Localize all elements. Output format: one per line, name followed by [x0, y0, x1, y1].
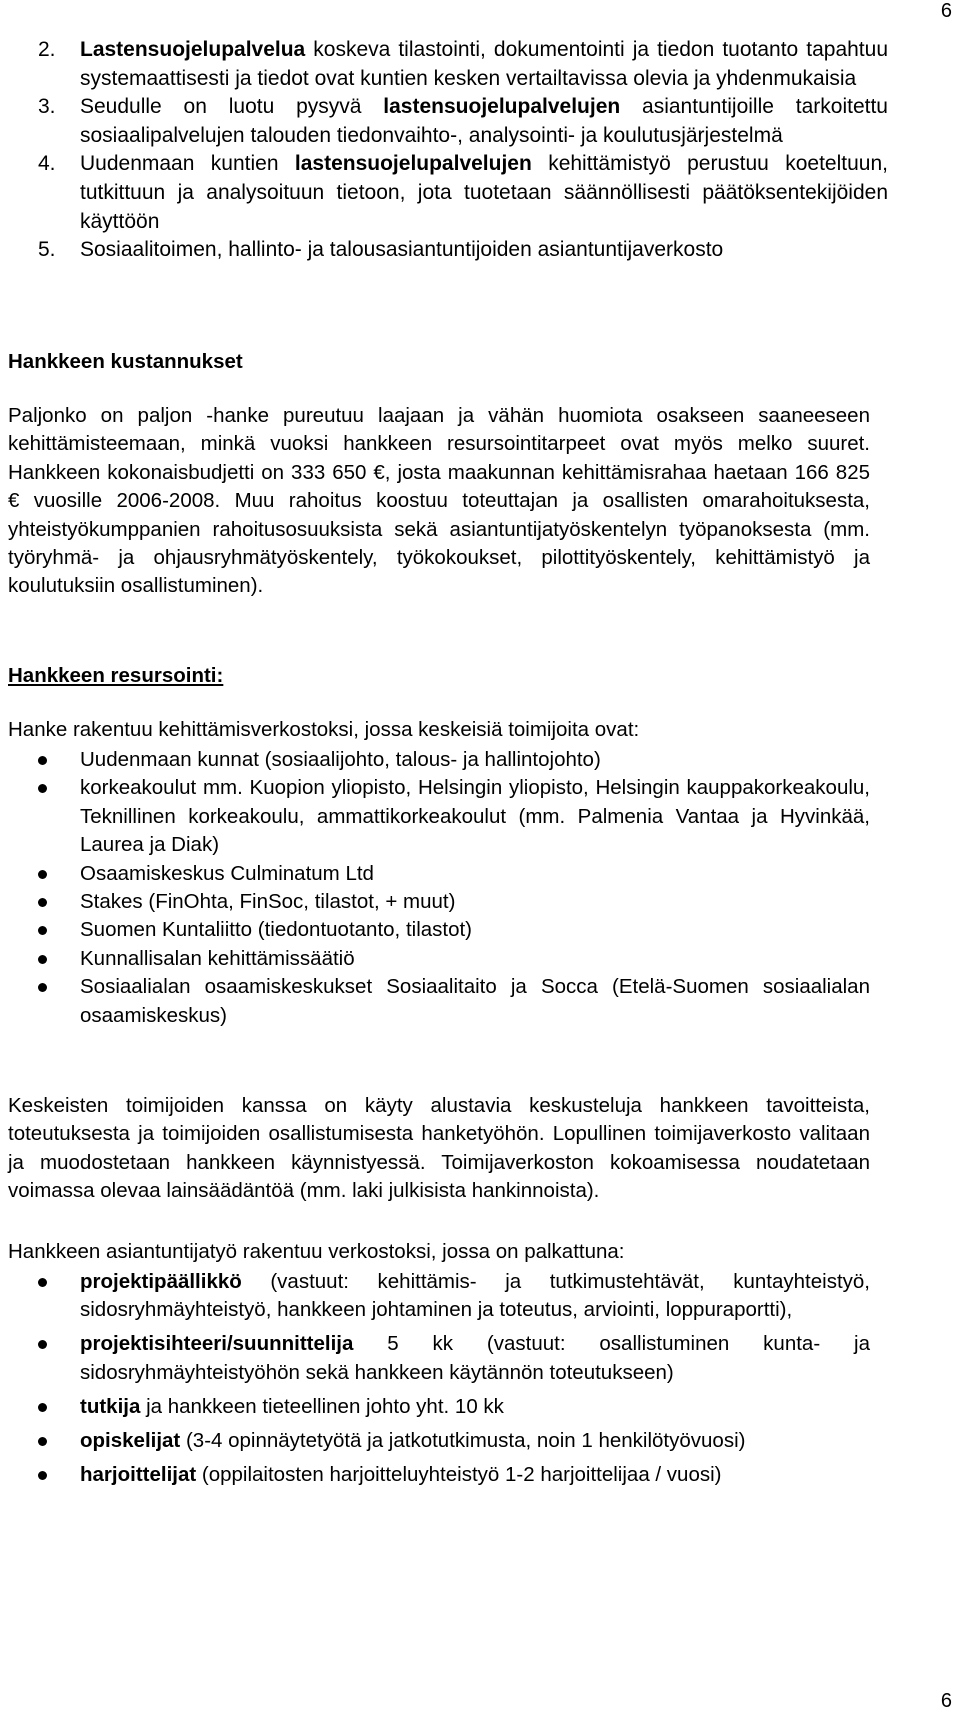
list-number: 5.: [38, 238, 56, 262]
expert-intro: Hankkeen asiantuntijatyö rakentuu verkostoksi, jossa on palkattuna:: [8, 1240, 625, 1263]
role-detail: 5 kk (vastuut: osallistuminen kunta- ja sidosryhmäyhteistyöhön sekä hankkeen käytännön toteutukseen): [80, 1332, 870, 1384]
item-text: Sosiaalitoimen, hallinto- ja talousasiantuntijoiden asiantuntijaverkosto: [80, 238, 724, 262]
network-actors-list: [8, 746, 870, 1030]
role-name: projektipäällikkö: [80, 1270, 242, 1293]
list-item: Osaamiskeskus Culminatum Ltd: [8, 860, 870, 888]
role-name: tutkija: [80, 1394, 141, 1418]
list-item: [8, 1427, 870, 1455]
bullet-icon: [38, 870, 47, 879]
list-item: [8, 1268, 870, 1325]
costs-paragraph: Paljonko on paljon -hanke pureutuu laajaan ja vähän huomiota osakseen saaneeseen kehittämisteemaan, minkä vuoksi hankkeen resursointitarpeet ovat myös melko suuret. Hankkeen kokonaisbudjetti on 333 650 €, josta maakunnan kehittämisrahaa haetaan 166 825 € vuosille 2006-2008. Muu rahoitus koostuu toteuttajan ja osallisten omarahoituksesta, yhteistyökumppanien rahoitusosuuksista sekä asiantuntijatyöskentelyn työpanoksesta (mm. työryhmä- ja ohjausryhmätyöskentely, työkokoukset, pilottityöskentely, kehittämistyö ja koulutuksiin osallistuminen).: [8, 404, 870, 598]
page-number-top: 6: [940, 0, 952, 22]
role-name: projektisihteeri/suunnittelija: [80, 1332, 354, 1356]
item-bold-text: Lastensuojelupalvelua: [80, 38, 306, 61]
role-detail: ja hankkeen tieteellinen johto yht. 10 kk: [140, 1394, 504, 1418]
item-text: asiantuntijoille tarkoitettu sosiaalipalvelujen talouden tiedonvaihto-, analysointi- ja koulutusjärjestelmä: [80, 95, 888, 147]
bullet-icon: [38, 1403, 47, 1412]
list-item: Kunnallisalan kehittämissäätiö: [8, 945, 870, 973]
list-item: [8, 36, 888, 93]
list-item: Stakes (FinOhta, FinSoc, tilastot, + muut): [8, 888, 870, 916]
bullet-icon: [38, 983, 47, 992]
expert-roles-list: [8, 1268, 870, 1495]
list-item: [8, 150, 888, 236]
list-item: [8, 93, 888, 150]
negotiation-paragraph: Keskeisten toimijoiden kanssa on käyty alustavia keskusteluja hankkeen tavoitteista, toteutuksesta ja toimijoiden osallistumisesta hanketyöhön. Lopullinen toimijaverkosto valitaan ja muodostetaan hankkeen käynnistyessä. Toimijaverkoston kokoamisessa noudatetaan voimassa olevaa lainsäädäntöä (mm. laki julkisista hankinnoista).: [8, 1094, 870, 1203]
role-detail: (3-4 opinnäytetyötä ja jatkotutkimusta, noin 1 henkilötyövuosi): [180, 1428, 746, 1452]
item-text: koskeva tilastointi, dokumentointi ja tiedon tuotanto tapahtuu systemaattisesti ja tiedot ovat kuntien kesken vertailtavissa olevia ja yhdenmukaisia: [80, 38, 888, 90]
list-item: [8, 1461, 870, 1489]
item-bold-text: lastensuojelupalvelujen: [383, 95, 621, 119]
role-name: harjoittelijat: [80, 1462, 197, 1486]
list-number: 4.: [38, 152, 56, 176]
item-text: Seudulle on luotu pysyvä: [80, 95, 384, 119]
list-item: korkeakoulut mm. Kuopion yliopisto, Helsingin yliopisto, Helsingin kauppakorkeakoulu, Teknillinen korkeakoulu, ammattikorkeakoulut (mm. Palmenia Vantaa ja Hyvinkää, Laurea ja Diak): [8, 774, 870, 859]
network-intro: Hanke rakentuu kehittämisverkostoksi, jossa keskeisiä toimijoita ovat:: [8, 718, 640, 741]
role-detail: (oppilaitosten harjoitteluyhteistyö 1-2 harjoittelijaa / vuosi): [196, 1462, 722, 1486]
bullet-icon: [38, 1471, 47, 1480]
page-number-bottom: 6: [940, 1690, 952, 1712]
heading-costs: Hankkeen kustannukset: [8, 350, 243, 373]
bullet-icon: [38, 955, 47, 964]
bullet-icon: [38, 756, 47, 765]
bullet-icon: [38, 1278, 47, 1287]
item-text: kehittämistyö perustuu koeteltuun, tutkittuun ja analysoituun tietoon, jota tuotetaan säännöllisesti päätöksentekijöiden käyttöön: [80, 152, 888, 233]
list-item: [8, 236, 888, 265]
list-item: Uudenmaan kunnat (sosiaalijohto, talous- ja hallintojohto): [8, 746, 870, 774]
bullet-icon: [38, 926, 47, 935]
list-number: 3.: [38, 95, 56, 119]
list-item: Suomen Kuntaliitto (tiedontuotanto, tilastot): [8, 916, 870, 944]
list-number: 2.: [38, 38, 56, 61]
list-item: [8, 1330, 870, 1387]
item-bold-text: lastensuojelupalvelujen: [294, 152, 532, 176]
bullet-icon: [38, 784, 47, 793]
bullet-icon: [38, 898, 47, 907]
bullet-icon: [38, 1340, 47, 1349]
list-item: [8, 1393, 870, 1421]
objectives-list: [8, 36, 888, 265]
role-name: opiskelijat: [80, 1428, 181, 1452]
heading-resources: Hankkeen resursointi:: [8, 664, 224, 687]
list-item: Sosiaalialan osaamiskeskukset Sosiaalitaito ja Socca (Etelä-Suomen sosiaalialan osaamiskeskus): [8, 973, 870, 1030]
item-text: Uudenmaan kuntien: [80, 152, 295, 176]
bullet-icon: [38, 1437, 47, 1446]
role-detail: (vastuut: kehittämis- ja tutkimustehtävät, kuntayhteistyö, sidosryhmäyhteistyö, hankkeen johtaminen ja toteutus, arviointi, loppuraportti),: [80, 1270, 870, 1322]
